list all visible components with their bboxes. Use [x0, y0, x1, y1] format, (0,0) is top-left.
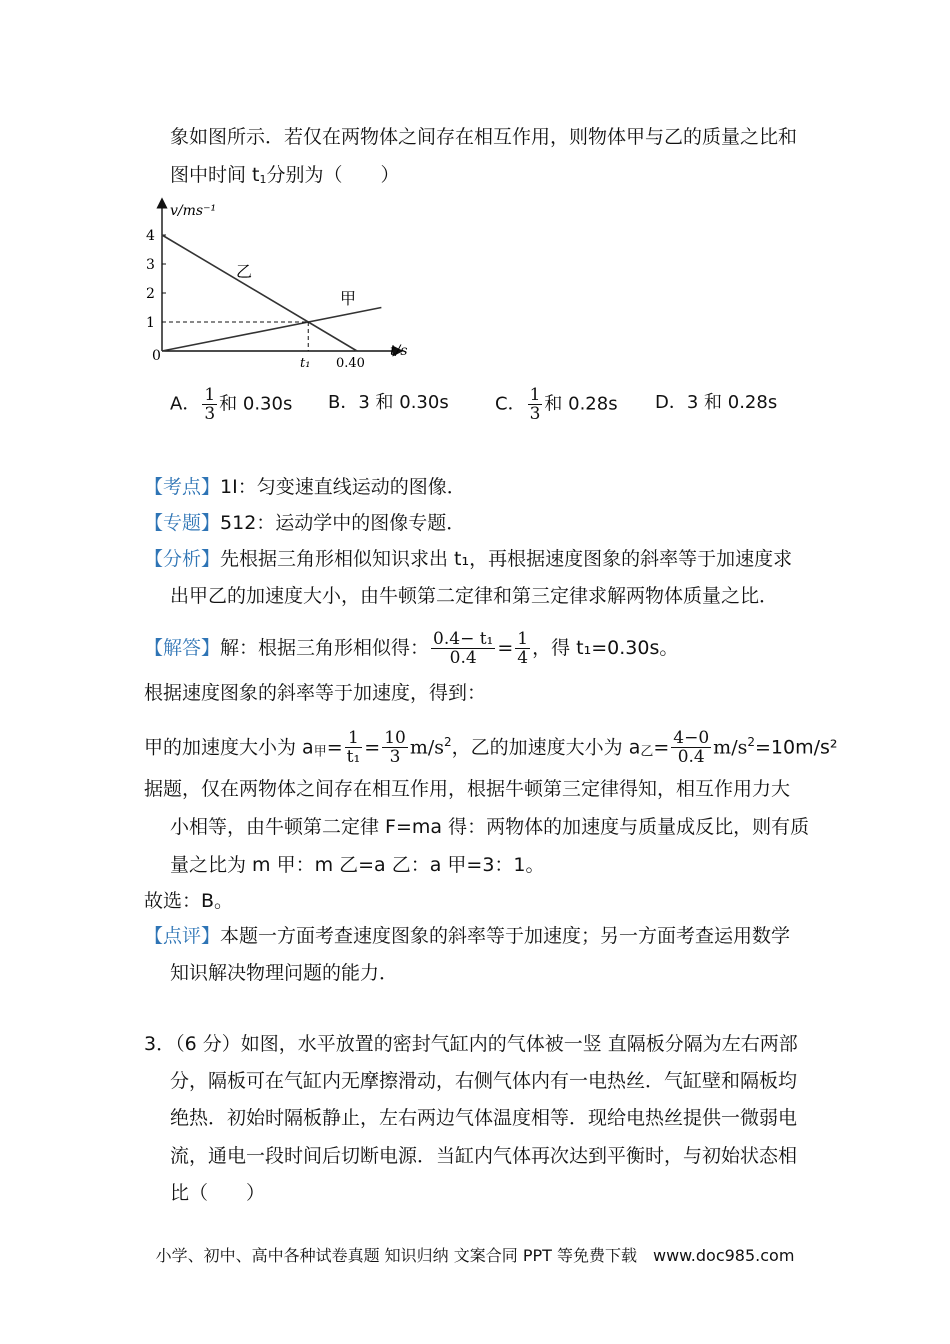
acc-jia-f2-den: 3 — [389, 747, 401, 768]
acc-yi-sub: 乙 — [640, 744, 654, 760]
zhuanti-tag: 【专题】 — [144, 512, 221, 534]
acc-yi-pre: ，乙的加速度大小为 a — [451, 736, 641, 759]
jieda-f1-den: 0.4 — [449, 648, 477, 668]
jieda-fraction-1 — [431, 630, 495, 667]
fenxi-tag: 【分析】 — [144, 548, 221, 570]
y-tick-label-2: 2 — [146, 286, 155, 302]
stem-text: 图中时间 t — [170, 164, 260, 186]
acc-jia-f2-num: 10 — [384, 728, 406, 749]
jieda-eq: = — [497, 637, 514, 659]
zhuanti-text: 512：运动学中的图像专题． — [220, 512, 466, 534]
series-line-jia — [162, 308, 381, 352]
kaodian-text: 1I：匀变速直线运动的图像． — [220, 476, 466, 498]
acc-yi-result: =10m/s² — [754, 736, 838, 759]
question-stem-line — [170, 162, 400, 193]
jieda-f2-num: 1 — [517, 629, 529, 649]
stem-text: 分别为（ ） — [266, 164, 400, 186]
fenxi-text: 先根据三角形相似知识求出 t₁，再根据速度图象的斜率等于加速度求 — [220, 548, 793, 570]
acc-yi-f-den: 0.4 — [677, 747, 705, 768]
acc-jia-unit: m/s — [409, 736, 445, 759]
stem-subscript: 1 — [259, 173, 267, 186]
option-c-denominator: 3 — [529, 404, 541, 424]
option-a-numerator: 1 — [204, 385, 216, 405]
x-axis-label: t/s — [390, 343, 408, 359]
jieda-pre: 解：根据三角形相似得： — [220, 637, 430, 659]
zhuanti-line — [144, 510, 465, 536]
acc-jia-pre: 甲的加速度大小为 a — [144, 736, 314, 759]
third-law-line-2: 小相等，由牛顿第二定律 F=ma 得：两物体的加速度与质量成反比，则有质 — [170, 816, 810, 838]
jieda-fraction-2 — [515, 630, 530, 667]
dianping-line-2: 知识解决物理问题的能力． — [170, 962, 399, 984]
fenxi-line-2: 出甲乙的加速度大小，由牛顿第二定律和第三定律求解两物体质量之比． — [170, 585, 779, 607]
question3-line-1: 3．（6 分）如图，水平放置的密封气缸内的气体被一竖 直隔板分隔为左右两部 — [144, 1033, 798, 1055]
jieda-f1-num: 0.4− t₁ — [433, 629, 494, 649]
option-a — [170, 386, 292, 423]
acc-jia-frac-1 — [345, 729, 363, 766]
acc-jia-eq2: = — [364, 736, 381, 759]
answer-line: 故选：B。 — [144, 890, 234, 912]
kaodian-line — [144, 474, 466, 500]
slope-line: 根据速度图象的斜率等于加速度，得到： — [144, 682, 487, 704]
acceleration-line — [144, 722, 838, 772]
question-stem-line: 象如图所示．若仅在两物体之间存在相互作用，则物体甲与乙的质量之比和 — [170, 126, 798, 148]
velocity-time-graph — [140, 195, 420, 375]
option-a-text: 和 0.30s — [219, 393, 293, 415]
jieda-tag: 【解答】 — [144, 637, 221, 659]
y-tick-label-3: 3 — [146, 257, 155, 273]
jieda-f2-den: 4 — [517, 648, 529, 668]
line-label-jia: 甲 — [340, 289, 357, 308]
option-a-denominator: 3 — [204, 404, 216, 424]
page-footer: 小学、初中、高中各种试卷真题 知识归纳 文案合同 PPT 等免费下载 www.doc985.com — [155, 1246, 795, 1265]
dianping-line — [144, 923, 790, 949]
question3-line-3: 绝热．初始时隔板静止，左右两边气体温度相等．现给电热丝提供一微弱电 — [170, 1107, 798, 1129]
y-tick-label-0: 0 — [152, 348, 161, 364]
acc-jia-eq1: = — [326, 736, 343, 759]
third-law-line-3: 量之比为 m 甲：m 乙=a 乙：a 甲=3：1。 — [170, 854, 545, 876]
x-tick-label-040: 0.40 — [336, 356, 365, 371]
option-c-label: C． — [495, 393, 526, 415]
question3-line-5: 比（ ） — [170, 1182, 266, 1204]
third-law-line-1: 据题，仅在两物体之间存在相互作用，根据牛顿第三定律得知，相互作用力大 — [144, 778, 791, 800]
dianping-text: 本题一方面考查速度图象的斜率等于加速度；另一方面考查运用数学 — [220, 925, 791, 947]
option-c-fraction — [528, 386, 543, 423]
acc-yi-frac — [671, 729, 711, 766]
acc-jia-sub: 甲 — [313, 744, 327, 760]
acc-jia-f1-num: 1 — [345, 729, 363, 748]
acc-yi-unit-sup: 2 — [747, 735, 755, 749]
jieda-line — [144, 628, 678, 668]
question3-line-4: 流，通电一段时间后切断电源．当缸内气体再次达到平衡时，与初始状态相 — [170, 1145, 798, 1167]
acc-jia-f1-den: t₁ — [346, 747, 361, 768]
acc-jia-frac-2 — [382, 729, 408, 766]
option-c — [495, 386, 618, 423]
option-d: D．3 和 0.28s — [655, 392, 778, 413]
option-c-text: 和 0.28s — [544, 393, 618, 415]
x-tick-label-t1: t₁ — [300, 356, 311, 371]
acc-yi-unit: m/s — [713, 736, 748, 759]
dianping-tag: 【点评】 — [144, 925, 221, 947]
question3-line-2: 分，隔板可在气缸内无摩擦滑动，右侧气体内有一电热丝．气缸壁和隔板均 — [170, 1070, 798, 1092]
option-b: B．3 和 0.30s — [328, 392, 449, 413]
option-a-fraction — [202, 386, 217, 423]
jieda-post: ，得 t₁=0.30s。 — [532, 637, 679, 659]
option-c-numerator: 1 — [529, 385, 541, 405]
acc-yi-eq: = — [653, 736, 670, 759]
y-tick-label-1: 1 — [146, 315, 155, 331]
y-axis-label: v/ms⁻¹ — [170, 203, 217, 219]
series-line-yi — [162, 235, 357, 351]
fenxi-line — [144, 546, 792, 572]
acc-jia-unit-sup: 2 — [444, 735, 452, 749]
line-label-yi: 乙 — [236, 262, 253, 281]
kaodian-tag: 【考点】 — [144, 476, 221, 498]
y-tick-label-4: 4 — [146, 228, 155, 244]
option-a-label: A． — [170, 393, 201, 415]
acc-yi-f-num: 4−0 — [673, 728, 710, 749]
